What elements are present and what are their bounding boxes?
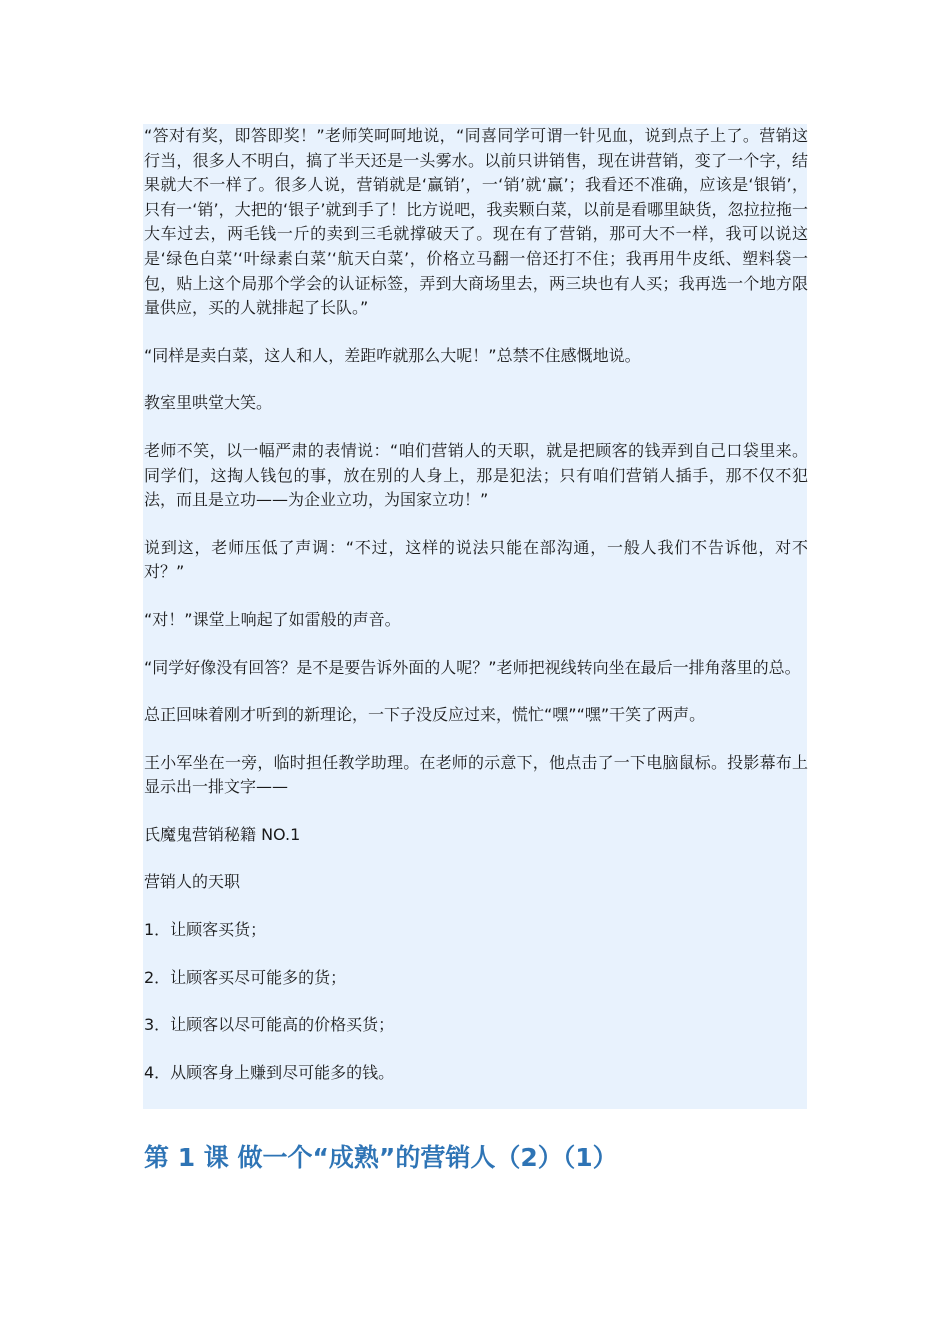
paragraph-teacher-speech: “答对有奖，即答即奖！”老师笑呵呵地说，“同喜同学可谓一针见血，说到点子上了。营销这行当，很多人不明白，搞了半天还是一头雾水。以前只讲销售，现在讲营销，变了一个字，结果就大不一样了。很多人说，营销就是‘赢销’，一‘销’就‘赢’；我看还不准确，应该是‘银销’，只有一‘销’，大把的‘银子’就到手了！比方说吧，我卖颗白菜，以前是看哪里缺货，忽拉拉拖一大车过去，两毛钱一斤的卖到三毛就撑破天了。现在有了营销，那可大不一样，我可以说这是‘绿色白菜’‘叶绿素白菜’‘航天白菜’，价格立马翻一倍还打不住；我再用牛皮纸、塑料袋一包，贴上这个局那个学会的认证标签，弄到大商场里去，两三块也有人买；我再选一个地方限量供应，买的人就排起了长队。”	[144, 126, 808, 318]
paragraph-laughter: 教室里哄堂大笑。	[144, 393, 273, 413]
list-item-2: 2．让顾客买尽可能多的货；	[144, 967, 347, 987]
paragraph-teacher-serious: 老师不笑，以一幅严肃的表情说：“咱们营销人的天职，就是把顾客的钱弄到自己口袋里来。同学们，这掏人钱包的事，放在别的人身上，那是犯法；只有咱们营销人插手，那不仅不犯法，而且是立功——为企业立功，为国家立功！”	[144, 440, 808, 510]
secret-book-title: 氏魔鬼营销秘籍 NO.1	[144, 824, 301, 844]
paragraph-teacher-question: “同学好像没有回答？是不是要告诉外面的人呢？”老师把视线转向坐在最后一排角落里的总。	[144, 657, 801, 677]
paragraph-assistant-click: 王小军坐在一旁，临时担任教学助理。在老师的示意下，他点击了一下电脑鼠标。投影幕布上显示出一排文字——	[144, 752, 808, 797]
paragraph-cabbage-remark: “同样是卖白菜，这人和人，差距咋就那么大呢！”总禁不住感慨地说。	[144, 345, 641, 365]
list-item-1: 1．让顾客买货；	[144, 920, 267, 940]
paragraph-lowered-voice: 说到这，老师压低了声调：“不过，这样的说法只能在部沟通，一般人我们不告诉他，对不对？”	[144, 537, 808, 582]
paragraph-awkward-laugh: 总正回味着刚才听到的新理论，一下子没反应过来，慌忙“嘿”“嘿”干笑了两声。	[144, 705, 706, 725]
secret-book-subtitle: 营销人的天职	[144, 872, 241, 892]
list-item-3: 3．让顾客以尽可能高的价格买货；	[144, 1015, 395, 1035]
paragraph-class-response: “对！”课堂上响起了如雷般的声音。	[144, 609, 401, 629]
lesson-heading: 第 1 课 做一个“成熟”的营销人（2）（1）	[144, 1143, 618, 1172]
list-item-4: 4．从顾客身上赚到尽可能多的钱。	[144, 1062, 395, 1082]
body-text	[144, 124, 808, 1085]
